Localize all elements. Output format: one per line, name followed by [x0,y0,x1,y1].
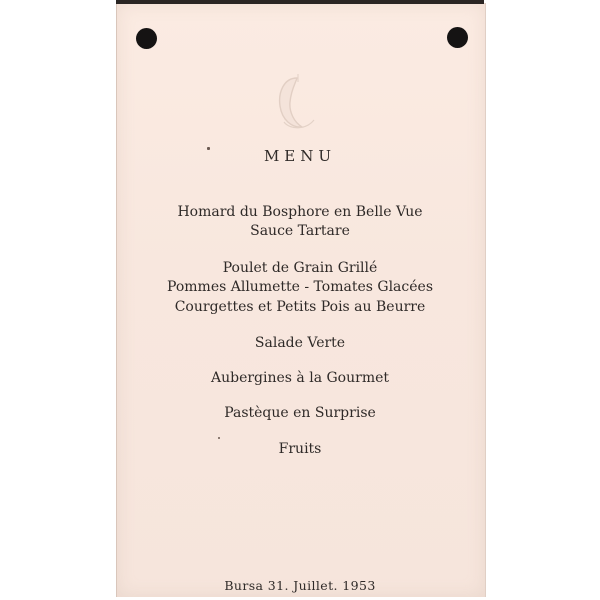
paper-fleck [218,437,220,439]
course-line: Salade Verte [254,335,346,351]
course-line: Pastèque en Surprise [224,405,376,421]
course-line: Pommes Allumette - Tomates Glacées [166,279,433,295]
course-line: Aubergines à la Gourmet [210,370,390,386]
punch-hole-right-icon [447,27,468,48]
course-line: Courgettes et Petits Pois au Beurre [174,299,426,315]
punch-hole-left-icon [136,28,157,49]
course-line: Poulet de Grain Grillé [222,260,378,276]
menu-footer-date: Bursa 31. Juillet. 1953 [224,578,376,593]
crescent-emboss-icon [272,72,322,136]
course-line: Sauce Tartare [250,223,350,239]
card-top-edge [116,0,484,4]
course-line: Fruits [278,441,322,457]
course-line: Homard du Bosphore en Belle Vue [177,204,423,220]
menu-heading: MENU [263,147,337,165]
